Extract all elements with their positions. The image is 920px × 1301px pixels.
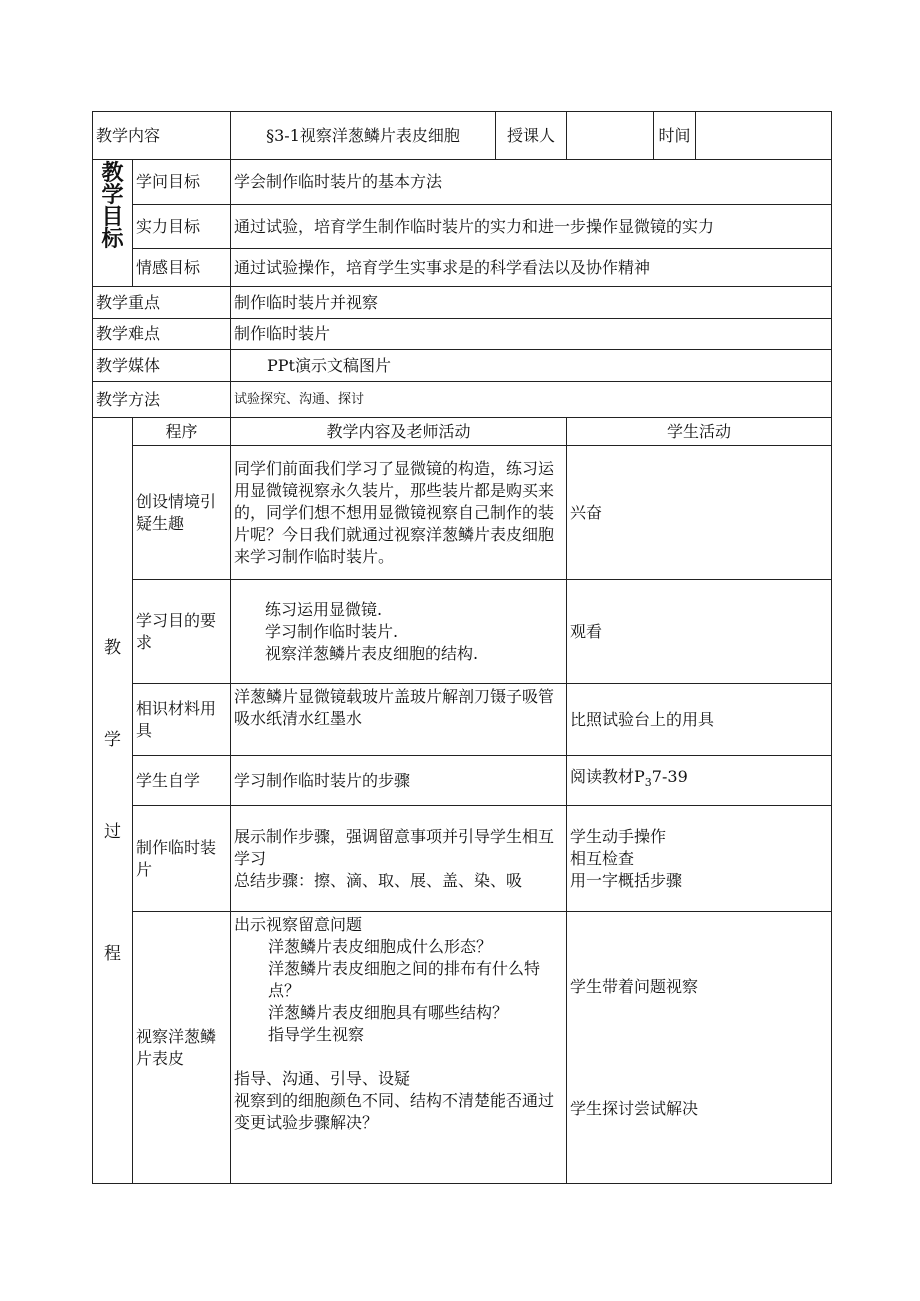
process-header-row [93,418,832,446]
content-line: 总结步骤：擦、滴、取、展、盖、染、吸 [234,870,523,890]
info-label: 教学媒体 [93,350,231,382]
objective-value: 学会制作临时装片的基本方法 [231,160,832,205]
process-student: 比照试验台上的用具 [567,684,832,756]
info-row [93,382,832,418]
process-content: 学习制作临时装片的步骤 [231,756,567,806]
info-value: 制作临时装片并视察 [231,287,832,319]
process-content: 洋葱鳞片显微镜载玻片盖玻片解剖刀镊子吸管吸水纸清水红墨水 [231,684,567,756]
question-line: 洋葱鳞片表皮细胞成什么形态？ [268,937,493,956]
process-step: 视察洋葱鳞片表皮 [133,912,231,1184]
lesson-plan-table [92,111,832,1184]
teacher-value [567,112,654,160]
info-value: 制作临时装片 [231,319,832,350]
objective-row [93,160,832,205]
student-line: 用一字概括步骤 [570,870,683,890]
content-line: 视察洋葱鳞片表皮细胞的结构. [265,643,479,663]
column-header-content: 教学内容及老师活动 [231,418,567,446]
info-row [93,350,832,382]
objectives-label: 教 学 目 标 [93,160,133,287]
info-row [93,287,832,319]
process-step: 制作临时装片 [133,806,231,912]
question-line: 洋葱鳞片表皮细胞之间的排布有什么特点？ [268,959,541,1000]
process-student [567,806,832,912]
process-content [231,580,567,684]
student-line: 学生带着问题视察 [570,976,699,996]
process-content [231,912,567,1184]
info-value: PPt演示文稿图片 [231,350,832,382]
content-line: 学习制作临时装片. [265,621,399,641]
content-line: 指导、沟通、引导、设疑 [234,1069,411,1088]
process-label: 教 学 过 程 [93,418,133,1184]
info-label: 教学方法 [93,382,231,418]
header-row [93,112,832,160]
content-line: 展示制作步骤，强调留意事项并引导学生相互学习 [234,826,555,868]
objective-row [93,249,832,287]
content-label: 教学内容 [93,112,231,160]
objective-value: 通过试验操作，培育学生实事求是的科学看法以及协作精神 [231,249,832,287]
content-value: §3-1视察洋葱鳞片表皮细胞 [231,112,496,160]
info-label: 教学难点 [93,319,231,350]
process-row [93,806,832,912]
question-line: 指导学生视察 [268,1025,365,1044]
column-header-step: 程序 [133,418,231,446]
objective-value: 通过试验，培育学生制作临时装片的实力和进一步操作显微镜的实力 [231,205,832,249]
student-line: 相互检查 [570,848,635,868]
student-line: 学生动手操作 [570,826,667,846]
process-step: 学习目的要求 [133,580,231,684]
process-row [93,912,832,1184]
time-label: 时间 [654,112,696,160]
lesson-plan-page [92,111,831,1186]
content-line: 练习运用显微镜. [265,599,383,619]
objective-label: 情感目标 [133,249,231,287]
content-line: 出示视察留意问题 [234,915,363,934]
process-row [93,684,832,756]
content-line: 视察到的细胞颜色不同、结构不清楚能否通过变更试验步骤解决？ [234,1091,555,1132]
objective-label: 实力目标 [133,205,231,249]
process-student: 阅读教材$P_37-39$ [567,756,832,806]
process-student [567,912,832,1184]
objective-label: 学问目标 [133,160,231,205]
process-step: 相识材料用具 [133,684,231,756]
process-student: 兴奋 [567,446,832,580]
info-row [93,319,832,350]
objective-row [93,205,832,249]
process-row [93,446,832,580]
process-student: 观看 [567,580,832,684]
process-row [93,756,832,806]
process-step: 学生自学 [133,756,231,806]
question-line: 洋葱鳞片表皮细胞具有哪些结构？ [268,1003,509,1022]
info-value: 试验探究、沟通、探讨 [231,382,832,418]
time-value [696,112,832,160]
teacher-label: 授课人 [496,112,567,160]
info-label: 教学重点 [93,287,231,319]
process-content [231,806,567,912]
student-line: 学生探讨尝试解决 [570,1098,699,1118]
process-content: 同学们前面我们学习了显微镜的构造，练习运用显微镜视察永久装片，那些装片都是购买来的，同学们想不想用显微镜视察自己制作的装片呢？今日我们就通过视察洋葱鳞片表皮细胞来学习制作临时装片。 [231,446,567,580]
process-row [93,580,832,684]
column-header-student: 学生活动 [567,418,832,446]
process-step: 创设情境引疑生趣 [133,446,231,580]
